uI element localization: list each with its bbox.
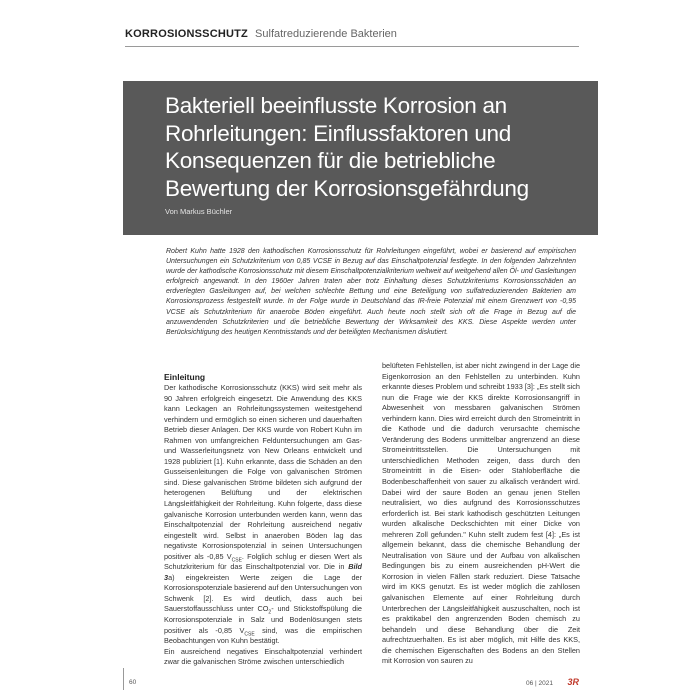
body-column-right — [382, 361, 580, 667]
body-paragraph: belüfteten Fehlstellen, ist aber nicht zwingend in der Lage die Eigenkorrosion an den Fehlstellen zu unterbinden. Kuhn erkannte dieses Problem und schreibt 1933 [3]: „Es stellt sich nun die Frage wie der KKS direkte Korrosionsangriff in Abwesenheit von messbaren galvanischen Strömen verhindern kann. Dies wird erreicht durch den Stromeintritt in die Kathode und die dadurch verursachte chemische Veränderung des Bodens unmittelbar angrenzend an diese Stromeintrittsstellen. Die Untersuchungen mit unterschiedlichen Methoden zeigen, dass durch den Stromeintritt in die Eisen- oder Stahloberfläche die Bodenbeschaffenheit von sauer zu alkalisch verändert wird. Dabei wird der saure Boden an genau jenen Stellen neutralisiert, wo dies aufgrund des Korrosionsschutzes erforderlich ist. Bei stark kathodisch geschützten Leitungen wurden alkalische Deckschichten mit einer Dicke von mehreren Zoll gefunden." Kuhn stellt zudem fest [4]: „Es ist allgemein bekannt, dass die chemische Behandlung der Neutralisation von Säure und der Aufbau von alkalischen Bedingungen bis zu einem ausreichenden pH-Wert die Korrosion in vielen Fällen stark reduziert. Diese Tatsache wird im KKS genutzt. Es ist weder möglich die zahllosen galvanischen Elemente auf einer Rohrleitung durch Unterbrechen der Längsleitfähigkeit auszuschalten, noch ist es praktikabel den angrenzenden Boden chemisch zu behandeln und diese Behandlung über die Zeit aufrechtzuerhalten. Es ist aber möglich, mit Hilfe des KKS, die chemischen Eigenschaften des Bodens an den Stellen mit Korrosion von sauren zu — [382, 361, 580, 666]
article-title — [165, 92, 578, 202]
author-byline: Von Markus Büchler — [165, 207, 233, 216]
body-column-left — [164, 372, 362, 668]
running-header — [125, 24, 579, 47]
section-label: KORROSIONSSCHUTZ — [125, 28, 248, 40]
section-heading: Einleitung — [164, 372, 206, 382]
figure-reference: Bild 3 — [164, 562, 362, 582]
lead-paragraph: Robert Kuhn hatte 1928 den kathodischen Korrosionsschutz für Rohrleitungen eingeführt, wobei er basierend auf empirischen Untersuchungen ein Schutzkriterium von 0,85 VCSE in Bezug auf das Einschaltpotenzial festlegte. In den folgenden Jahrzehnten wurde der kathodische Korrosionsschutz mit diesem Einschaltpotenzialkriterium weltweit auf weitgehend allen Öl- und Gasleitungen erfolgreich angewandt. In den 1960er Jahren traten aber trotz Einhaltung dieses Schutzkriteriums Korrosionsschäden an erdverlegten Gasleitungen auf, bei welchen schlechte Bettung und eine Beteiligung von sulfatreduzierenden Bakterien am Korrosionsprozess festgestellt wurde. In der Folge wurde in Deutschland das IR-freie Potenzial mit einem Grenzwert von -0,95 VCSE als Schutzkriterium für anaerobe Böden eingeführt. Auch heute noch stellt sich oft die Frage in Bezug auf die anzuwendenden Schutzkriterien und die betriebliche Bewertung der Wirksamkeit des KKS. Diese Aspekte werden unter Berücksichtigung des heutigen Kenntnisstands und der beteiligten Mechanismen diskutiert. — [166, 248, 576, 336]
body-paragraph: Ein ausreichend negatives Einschaltpotenzial verhindert zwar die galvanischen Ströme zwischen unterschiedlich — [164, 646, 362, 667]
publisher-logo: 3R — [567, 677, 579, 687]
footer-divider — [123, 668, 124, 690]
body-paragraph: Der kathodische Korrosionsschutz (KKS) wird seit mehr als 90 Jahren erfolgreich eingesetzt. Die Anwendung des KKS kann Leckagen an Rohrleitungssystemen weitestgehend verhindern und ermöglich so einen sicheren und dauerhaften Betrieb dieser Anlagen. Der KKS wurde von Robert Kuhn im Rahmen von umfangreichen Felduntersuchungen am Gas- und Wasserleitungsnetz von New Orleans entwickelt und 1928 publiziert [1]. Kuhn erkannte, dass die Schäden an den Gusseisenleitungen die Folge von galvanischen Strömen sind. Diese galvanischen Ströme bildeten sich aufgrund der heterogenen Belüftung und der elektrischen Längsleitfähigkeit der Rohrleitung. Kuhn folgerte, dass diese galvanische Korrosion unterbunden werden kann, wenn das Einschaltpotenzial der Rohrleitung ausreichend negativ eingestellt wird. Selbst in anaeroben Böden lag das negativste Korrosionspotenzial in seinen Untersuchungen positiver als -0,85 $V_{CSE}$. Folglich schlug er diesen Wert als Schutzkriterium für das Einschaltpotenzial vor. Die in Bild 3a) eingekreisten Werte zeigen die Lage der Korrosionspotenziale basierend auf den Untersuchungen von Schwenk [2]. Es wird deutlich, dass auch bei Sauerstoffausschluss unter $CO_2-$ und Stickstoffspülung die Korrosionspotenziale in Salz und Bodenlösungen stets positiver als -0,85 $V_{CSE}$ sind, was die empirischen Beobachtungen von Kuhn bestätigt. — [164, 383, 362, 646]
title-line: Bakteriell beeinflusste Korrosion an — [165, 93, 507, 118]
page-number: 60 — [129, 679, 137, 686]
page-footer — [123, 676, 579, 692]
title-line: Konsequenzen für die betriebliche — [165, 148, 496, 173]
title-banner — [123, 81, 598, 235]
issue-label: 06 | 2021 — [526, 680, 553, 687]
title-line: Bewertung der Korrosionsgefährdung — [165, 175, 529, 201]
topic-label: Sulfatreduzierende Bakterien — [255, 28, 397, 40]
title-line: Rohrleitungen: Einflussfaktoren und — [165, 120, 511, 146]
